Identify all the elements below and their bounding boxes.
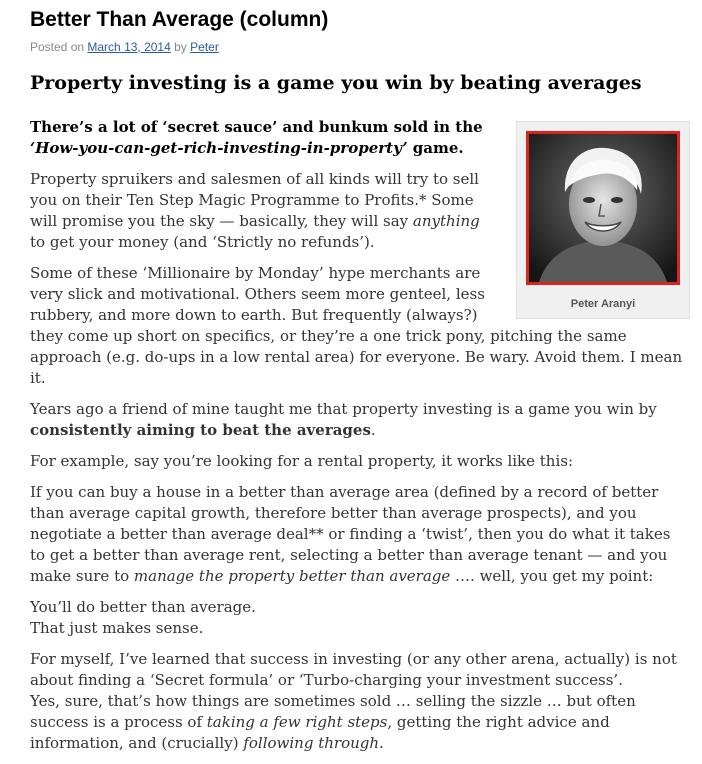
p3-text-end: .	[370, 421, 376, 439]
p7-text-end: .	[379, 734, 384, 752]
post-title[interactable]: Better Than Average (column)	[30, 8, 329, 31]
paragraph-3	[30, 399, 690, 441]
author-link[interactable]: Peter	[190, 40, 219, 54]
posted-on-label: Posted on	[30, 40, 85, 54]
p6-line-2: That just makes sense.	[30, 619, 204, 637]
p1-text: Property spruikers and salesmen of all kinds will try to sell you on their Ten Step Magic Programme to Profits.* Some will promise you the sky — basically, they will say	[30, 170, 479, 230]
post-date-link[interactable]: March 13, 2014	[87, 40, 171, 54]
by-label: by	[174, 40, 187, 54]
author-photo-figure	[516, 121, 690, 319]
lead-emphasis: ‘How-you-can-get-rich-investing-in-property’	[30, 139, 408, 157]
p6-line-1: You’ll do better than average.	[30, 598, 256, 616]
p5-text: If you can buy a house in a better than average area (defined by a record of better than average capital growth, therefore better than average prospects), and you negotiate a better than average deal** or finding a ‘twist’, then you do what it takes to get a better than average rent, selecting a better than average tenant — and you make sure to	[30, 483, 671, 585]
p3-strong: consistently aiming to beat the averages	[30, 421, 371, 439]
p5-emphasis: manage the property better than average	[133, 567, 451, 585]
lead-text: There’s a lot of ‘secret sauce’ and bunkum sold in the	[30, 118, 483, 136]
p7-line-1: For myself, I’ve learned that success in investing (or any other arena, actually) is not about finding a ‘Secret formula’ or ‘Turbo-charging your investment success’.	[30, 650, 677, 689]
paragraph-5	[30, 482, 690, 587]
paragraph-7	[30, 649, 690, 754]
p7-emphasis-1: taking a few right steps	[206, 713, 388, 731]
paragraph-6	[30, 597, 690, 639]
p7-emphasis-2: following through	[243, 734, 380, 752]
lead-text-end: game.	[407, 139, 464, 157]
p5-text-end: …. well, you get my point:	[450, 567, 654, 585]
author-photo	[526, 131, 680, 285]
p7-text-2: , getting the right advice and information, and (crucially)	[30, 713, 610, 752]
paragraph-2: Some of these ‘Millionaire by Monday’ hype merchants are very slick and motivational. Others seem more genteel, less rubbery, and more down to earth. But frequently (always?) they come up short on specifics, or they’re a one trick pony, pitching the same approach (e.g. do-ups in a low rental area) for everyone. Be wary. Avoid them. I mean it.	[30, 264, 683, 387]
post-meta	[30, 40, 219, 54]
p1-text-end: to get your money (and ‘Strictly no refunds’).	[30, 233, 375, 251]
photo-caption: Peter Aranyi	[570, 298, 636, 310]
paragraph-4: For example, say you’re looking for a rental property, it works like this:	[30, 452, 574, 470]
portrait-image	[529, 134, 677, 282]
article-body	[30, 117, 690, 764]
p1-emphasis: anything	[412, 212, 480, 230]
article-headline: Property investing is a game you win by beating averages	[30, 72, 642, 94]
p7-text: Yes, sure, that’s how things are sometimes sold … selling the sizzle … but often success is a process of	[30, 692, 636, 731]
p3-text: Years ago a friend of mine taught me that property investing is a game you win by	[30, 400, 657, 418]
